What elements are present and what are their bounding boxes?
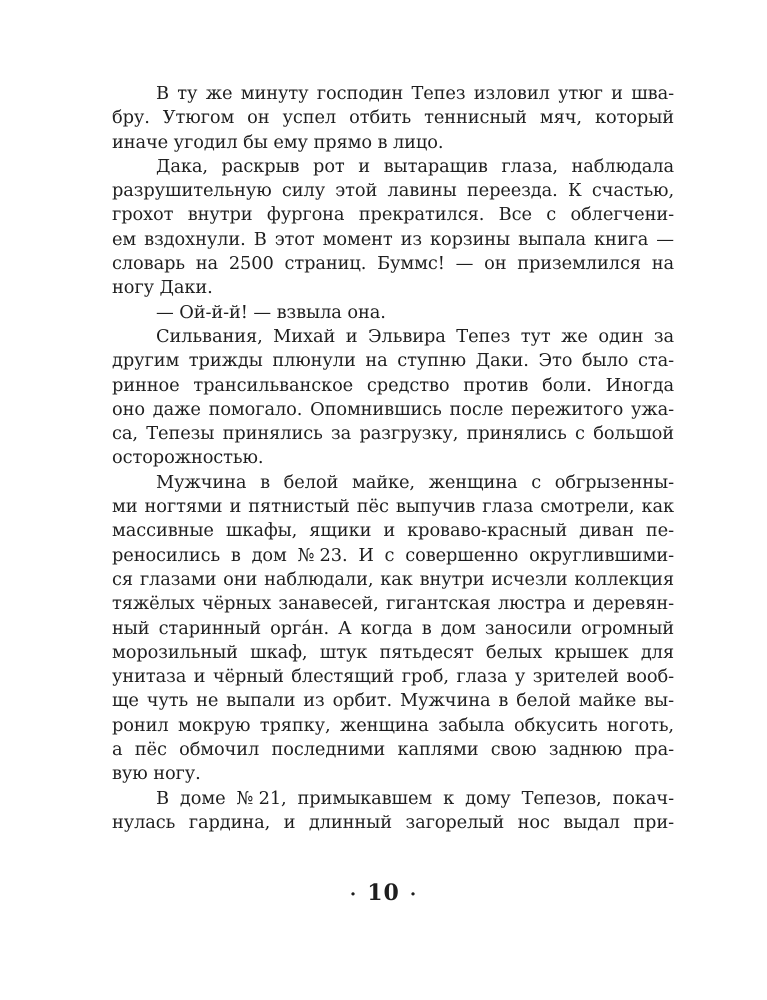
text-line: оно даже помогало. Опомнившись после пережитого ужа- [112, 398, 674, 420]
body-text [112, 82, 674, 835]
page-number-value: 10 [367, 880, 400, 906]
text-line: Дака, раскрыв рот и вытаращив глаза, наблюдала [156, 155, 674, 177]
text-line: Мужчина в белой майке, женщина с обгрызенны- [156, 471, 674, 493]
text-line: В доме №21, примыкавшем к дому Тепезов, покач- [156, 787, 674, 809]
text-line: массивные шкафы, ящики и кроваво-красный диван пе- [112, 520, 674, 542]
text-line: — Ой-й-й! — взвыла она. [156, 301, 386, 323]
page-number [0, 880, 767, 906]
text-line: унитаза и чёрный блестящий гроб, глаза у зрителей вооб- [112, 666, 674, 688]
text-line: осторожностью. [112, 447, 264, 469]
text-line: Сильвания, Михай и Эльвира Тепез тут же один за [156, 325, 674, 347]
text-line: иначе угодил бы ему прямо в лицо. [112, 131, 444, 153]
text-line: ный старинный орга́н. А когда в дом заносили огромный [112, 617, 674, 639]
text-line: разрушительную силу этой лавины переезда. К счастью, [112, 180, 674, 202]
text-line: бру. Утюгом он успел отбить теннисный мяч, который [112, 107, 674, 129]
text-line: грохот внутри фургона прекратился. Все с облегчени- [112, 204, 674, 226]
text-line: морозильный шкаф, штук пятьдесят белых крышек для [112, 641, 674, 663]
text-line: словарь на 2500 страниц. Буммс! — он приземлился на [112, 253, 674, 275]
text-line: а пёс обмочил последними каплями свою заднюю пра- [112, 739, 674, 761]
text-line: са, Тепезы принялись за разгрузку, принялись с большой [112, 423, 674, 445]
text-line: другим трижды плюнули на ступню Даки. Это было ста- [112, 350, 674, 372]
text-line: вую ногу. [112, 763, 201, 785]
text-line: ринное трансильванское средство против боли. Иногда [112, 374, 674, 396]
text-line: ся глазами они наблюдали, как внутри исчезли коллекция [112, 568, 674, 590]
text-line: В ту же минуту господин Тепез изловил утюг и шва- [156, 83, 674, 104]
text-line: ронил мокрую тряпку, женщина забыла обкусить ноготь, [112, 714, 674, 736]
text-line: ем вздохнули. В этот момент из корзины выпала книга — [112, 228, 674, 250]
text-line: реносились в дом №23. И с совершенно округлившими- [112, 544, 674, 566]
text-line: ще чуть не выпали из орбит. Мужчина в белой майке вы- [112, 690, 674, 712]
text-line: ногу Даки. [112, 277, 213, 299]
text-line: тяжёлых чёрных занавесей, гигантская люстра и деревян- [112, 593, 674, 615]
text-line: нулась гардина, и длинный загорелый нос выдал при- [112, 811, 674, 833]
folio-dot-right: · [409, 884, 418, 905]
folio-dot-left: · [349, 884, 358, 905]
text-line: ми ногтями и пятнистый пёс выпучив глаза смотрели, как [112, 496, 674, 518]
